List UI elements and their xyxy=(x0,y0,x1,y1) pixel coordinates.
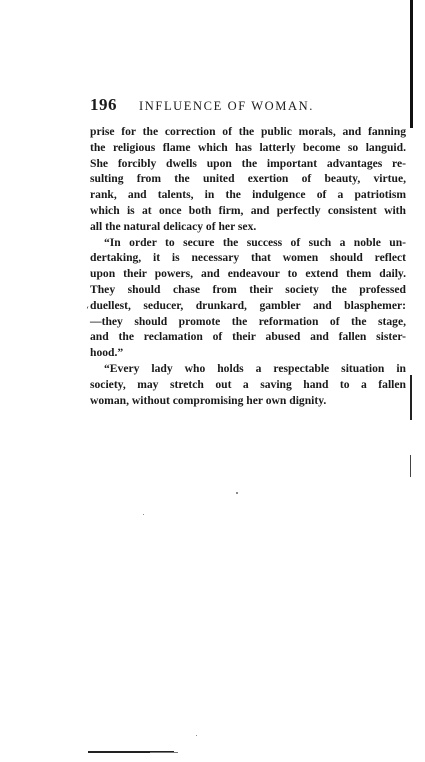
paper-speck xyxy=(196,735,197,736)
paragraph xyxy=(90,124,406,235)
text-line: woman, without compromising her own dignity. xyxy=(90,393,327,407)
page-edge-shadow xyxy=(410,455,411,477)
text-line: the religious flame which has latterly become so languid. xyxy=(90,140,406,154)
running-head: INFLUENCE OF WOMAN. xyxy=(139,99,314,113)
text-line: She forcibly dwells upon the important advantages re- xyxy=(90,156,406,170)
text-line: duellest, seducer, drunkard, gambler and blasphemer: xyxy=(90,298,406,312)
text-line: sulting from the united exertion of beauty, virtue, xyxy=(90,172,406,186)
text-line: all the natural delicacy of her sex. xyxy=(90,219,257,233)
paragraph xyxy=(90,235,406,361)
page-edge-shadow xyxy=(410,375,412,420)
text-line: hood.” xyxy=(90,346,124,360)
page-header xyxy=(90,95,410,117)
body-text xyxy=(90,124,406,408)
text-line: —they should promote the reformation of the stage, xyxy=(90,314,406,328)
text-line: “In order to secure the success of such a noble un- xyxy=(104,235,406,249)
text-line: prise for the correction of the public morals, and fanning xyxy=(90,125,406,138)
text-line: They should chase from their society the professed xyxy=(90,282,406,296)
text-line: society, may stretch out a saving hand to a fallen xyxy=(90,377,406,391)
margin-mark: ‘ xyxy=(86,306,89,316)
footer-rule xyxy=(150,752,178,753)
text-line: and the reclamation of their abused and fallen sister- xyxy=(90,330,406,344)
paper-speck xyxy=(236,492,238,494)
paper-speck xyxy=(143,514,144,515)
text-line: dertaking, it is necessary that women should reflect xyxy=(90,251,406,265)
text-line: which is at once both firm, and perfectly consistent with xyxy=(90,203,406,217)
text-line: rank, and talents, in the indulgence of a patriotism xyxy=(90,188,406,202)
paragraph xyxy=(90,361,406,408)
text-line: upon their powers, and endeavour to extend them daily. xyxy=(90,267,406,281)
text-line: “Every lady who holds a respectable situation in xyxy=(104,361,406,375)
page-number: 196 xyxy=(90,95,117,114)
page-edge-shadow xyxy=(410,0,413,128)
